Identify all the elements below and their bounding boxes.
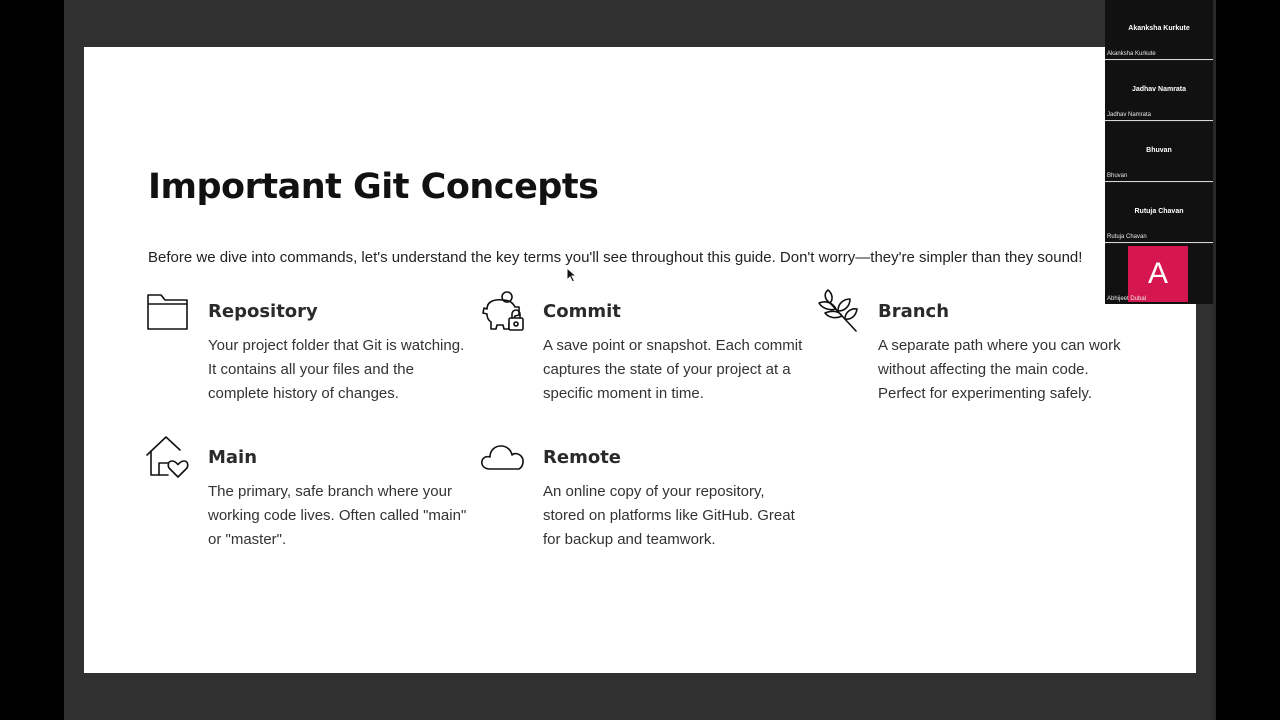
concept-commit [543,301,843,406]
participant-display-name: Jadhav Namrata [1131,86,1187,93]
house-heart-icon [146,435,190,479]
slide-title: Important Git Concepts [148,167,599,207]
participant-tile[interactable] [1105,183,1213,243]
participant-tile[interactable] [1105,0,1213,60]
cloud-icon [481,435,525,479]
window-edge [1213,0,1216,720]
participant-tile[interactable] [1105,122,1213,182]
concept-description: The primary, safe branch where your working code lives. Often called "main" or "master". [208,483,467,548]
concept-title: Branch [878,301,950,322]
participant-label: Abhijeet Dubal [1107,296,1147,302]
leaf-branch-icon [816,289,860,333]
participant-tile[interactable] [1105,244,1213,304]
participant-display-name: Bhuvan [1146,147,1172,154]
concept-branch [878,301,1178,406]
concept-repository [208,301,508,406]
concept-description: Your project folder that Git is watching. It contains all your files and the complete history of changes. [208,337,465,402]
participants-panel [1105,0,1213,302]
concept-title: Repository [208,301,318,322]
slide-intro: Before we dive into commands, let's understand the key terms you'll see throughout this guide. Don't worry—they're simpler than they sound! [148,249,1083,266]
concept-description: A save point or snapshot. Each commit captures the state of your project at a specific moment in time. [543,337,803,402]
participant-display-name: Rutuja Chavan [1134,208,1184,215]
mouse-cursor-icon [566,267,578,283]
participant-tile[interactable] [1105,61,1213,121]
concept-remote [543,447,843,552]
participant-label: Bhuvan [1107,173,1128,179]
concept-description: A separate path where you can work without affecting the main code. Perfect for experimenting safely. [878,337,1121,402]
piggy-bank-lock-icon [481,289,525,333]
concept-main [208,447,508,552]
participant-display-name: Akanksha Kurkute [1128,25,1190,32]
participant-label: Rutuja Chavan [1107,234,1147,240]
avatar: A [1128,246,1188,302]
participant-label: Akanksha Kurkute [1107,51,1156,57]
presentation-slide [84,47,1196,673]
concept-title: Commit [543,301,621,322]
concept-title: Main [208,447,258,468]
participant-label: Jadhav Namrata [1107,112,1152,118]
concept-title: Remote [543,447,622,468]
folder-icon [146,289,190,333]
concept-description: An online copy of your repository, stored on platforms like GitHub. Great for backup and teamwork. [543,483,795,548]
